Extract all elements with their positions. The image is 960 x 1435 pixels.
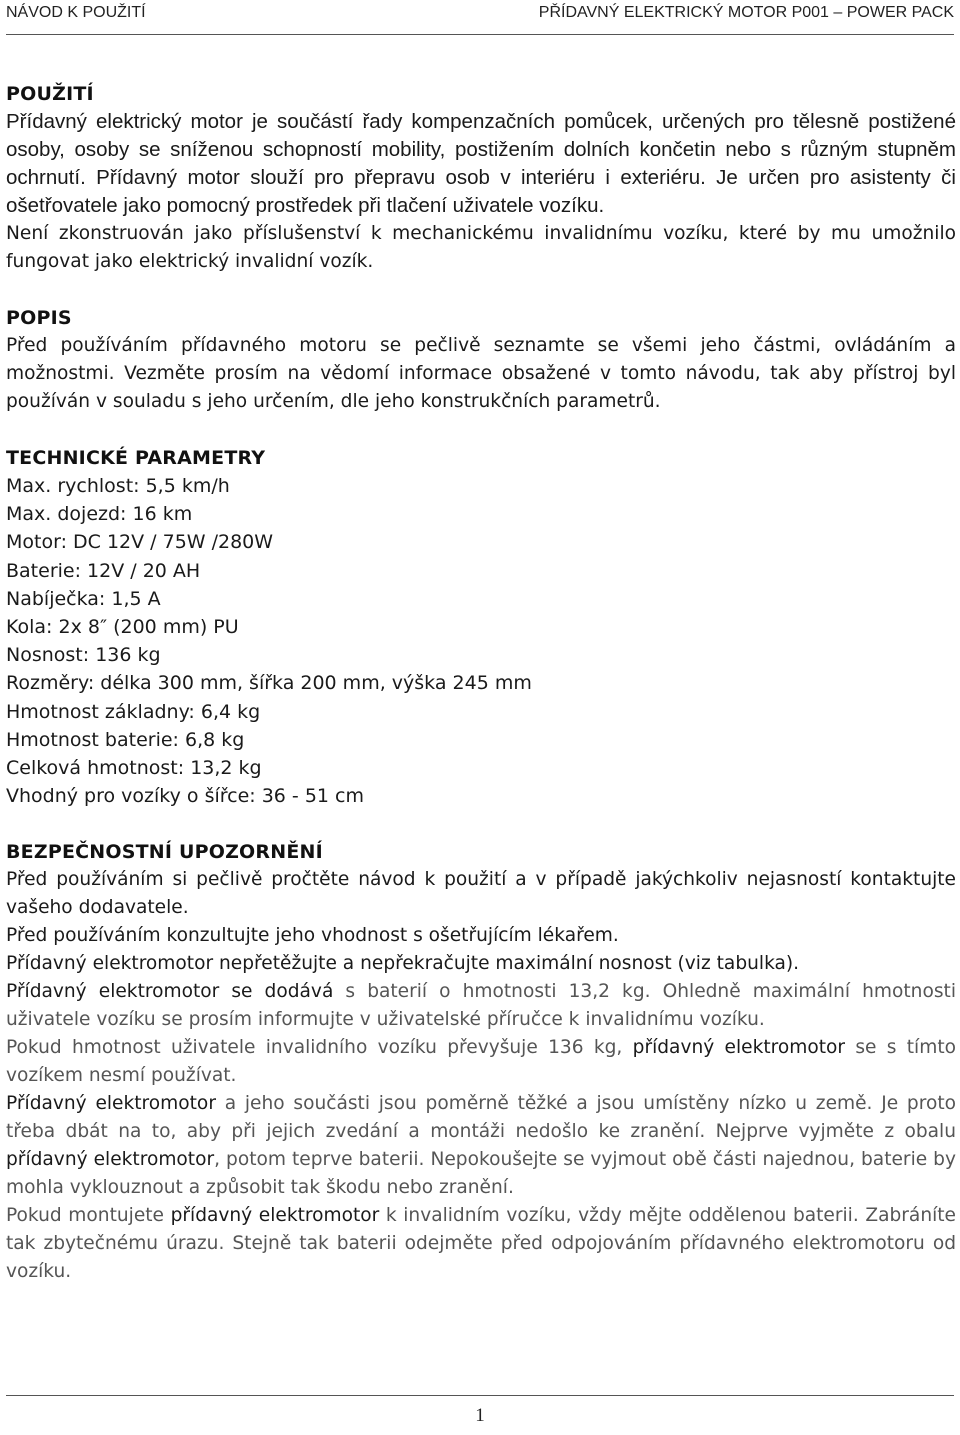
footer-divider xyxy=(6,1395,954,1396)
section-technicke-parametry xyxy=(6,444,956,810)
safety-p6-part-c: přídavný elektromotor xyxy=(6,1149,215,1171)
safety-p7-part-a: Pokud montujete xyxy=(6,1205,171,1227)
safety-p4-part-b: s baterií o hmotnosti 13,2 kg. Ohledně maximální hmotnosti uživatele vozíku se prosím informujte v uživatelské příručce k invalidnímu vozíku. xyxy=(6,981,956,1031)
safety-paragraph-5 xyxy=(6,1034,956,1090)
popis-text: Před používáním přídavného motoru se pečlivě seznamte se všemi jeho částmi, ovládáním a možnostmi. Vezměte prosím na vědomí informace obsažené v tomto návodu, tak aby přístroj byl používán v souladu s jeho určením, dle jeho konstrukčních parametrů. xyxy=(6,335,956,412)
safety-p4-part-a: Přídavný elektromotor se dodává xyxy=(6,981,334,1003)
safety-p6-part-a: Přídavný elektromotor xyxy=(6,1093,216,1115)
document-body xyxy=(6,80,956,1286)
safety-paragraph-6 xyxy=(6,1090,956,1202)
param-load-capacity: Nosnost: 136 kg xyxy=(6,644,161,667)
page-header xyxy=(6,0,954,35)
param-battery: Baterie: 12V / 20 AH xyxy=(6,559,201,582)
section-popis xyxy=(6,304,956,416)
safety-p5-part-b: přídavný elektromotor xyxy=(632,1037,846,1059)
safety-paragraph-7 xyxy=(6,1202,956,1286)
param-battery-weight: Hmotnost baterie: 6,8 kg xyxy=(6,728,245,751)
param-total-weight: Celková hmotnost: 13,2 kg xyxy=(6,757,262,780)
page-number: 1 xyxy=(475,1405,485,1426)
header-left-title: NÁVOD K POUŽITÍ xyxy=(6,4,146,21)
param-chair-width: Vhodný pro vozíky o šířce: 36 - 51 cm xyxy=(6,785,364,808)
heading-popis: POPIS xyxy=(6,307,72,329)
heading-technicke-parametry: TECHNICKÉ PARAMETRY xyxy=(6,447,266,469)
safety-p6-part-d: , potom teprve baterii. Nepokoušejte se vyjmout obě části najednou, baterie by mohla vyklouznout a způsobit tak škodu nebo zranění. xyxy=(6,1149,956,1199)
param-max-speed: Max. rychlost: 5,5 km/h xyxy=(6,475,230,497)
safety-paragraph-2: Před používáním konzultujte jeho vhodnost s ošetřujícím lékařem. xyxy=(6,925,619,947)
safety-paragraph-1: Před používáním si pečlivě pročtěte návod k použití a v případě jakýchkoliv nejasností kontaktujte vašeho dodavatele. xyxy=(6,869,956,919)
section-bezpecnostni-upozorneni xyxy=(6,838,956,1286)
safety-p5-part-a: Pokud hmotnost uživatele invalidního vozíku převyšuje 136 kg, xyxy=(6,1037,633,1059)
param-dimensions: Rozměry: délka 300 mm, šířka 200 mm, výška 245 mm xyxy=(6,672,532,695)
param-base-weight: Hmotnost základny: 6,4 kg xyxy=(6,700,261,723)
safety-paragraph-3: Přídavný elektromotor nepřetěžujte a nepřekračujte maximální nosnost (viz tabulka). xyxy=(6,953,800,975)
safety-p5-part-c: se s tímto vozíkem nesmí používat. xyxy=(6,1037,956,1087)
pouziti-text-2: Není zkonstruován jako příslušenství k mechanickému invalidnímu vozíku, které by mu umožnilo fungovat jako elektrický invalidní vozík. xyxy=(6,223,956,272)
safety-paragraph-4 xyxy=(6,978,956,1034)
pouziti-text-1: Přídavný elektrický motor je součástí řady kompenzačních pomůcek, určených pro tělesně postižené osoby, osoby se sníženou schopností mobility, postižením dolních končetin nebo s různým stupněm ochrnutí. Přídavný motor slouží pro přepravu osob v interiéru i exteriéru. Je určen pro asistenty či ošetřovatele jako pomocný prostředek při tlačení uživatele vozíku. xyxy=(6,110,956,217)
section-pouziti xyxy=(6,80,956,276)
heading-pouziti: POUŽITÍ xyxy=(6,83,94,105)
param-charger: Nabíječka: 1,5 A xyxy=(6,587,161,610)
param-max-range: Max. dojezd: 16 km xyxy=(6,503,193,526)
param-wheels: Kola: 2x 8″ (200 mm) PU xyxy=(6,616,239,639)
header-right-title: PŘÍDAVNÝ ELEKTRICKÝ MOTOR P001 – POWER PACK xyxy=(538,4,954,21)
heading-bezpecnostni-upozorneni: BEZPEČNOSTNÍ UPOZORNĚNÍ xyxy=(6,841,323,864)
safety-p6-part-b: a jeho součásti jsou poměrně těžké a jsou umístěny nízko u země. Je proto třeba dbát na to, aby při jejich zvedání a montáži nedošlo ke zranění. Nejprve vyjměte z obalu xyxy=(6,1093,956,1143)
safety-p7-part-b: přídavný elektromotor xyxy=(170,1205,380,1227)
safety-p7-part-c: k invalidním vozíku, vždy mějte oddělenou baterii. Zabráníte tak zbytečnému úrazu. Stejně tak baterii odejměte před odpojováním přídavného elektromotoru od vozíku. xyxy=(6,1205,957,1283)
param-motor: Motor: DC 12V / 75W /280W xyxy=(6,531,274,554)
